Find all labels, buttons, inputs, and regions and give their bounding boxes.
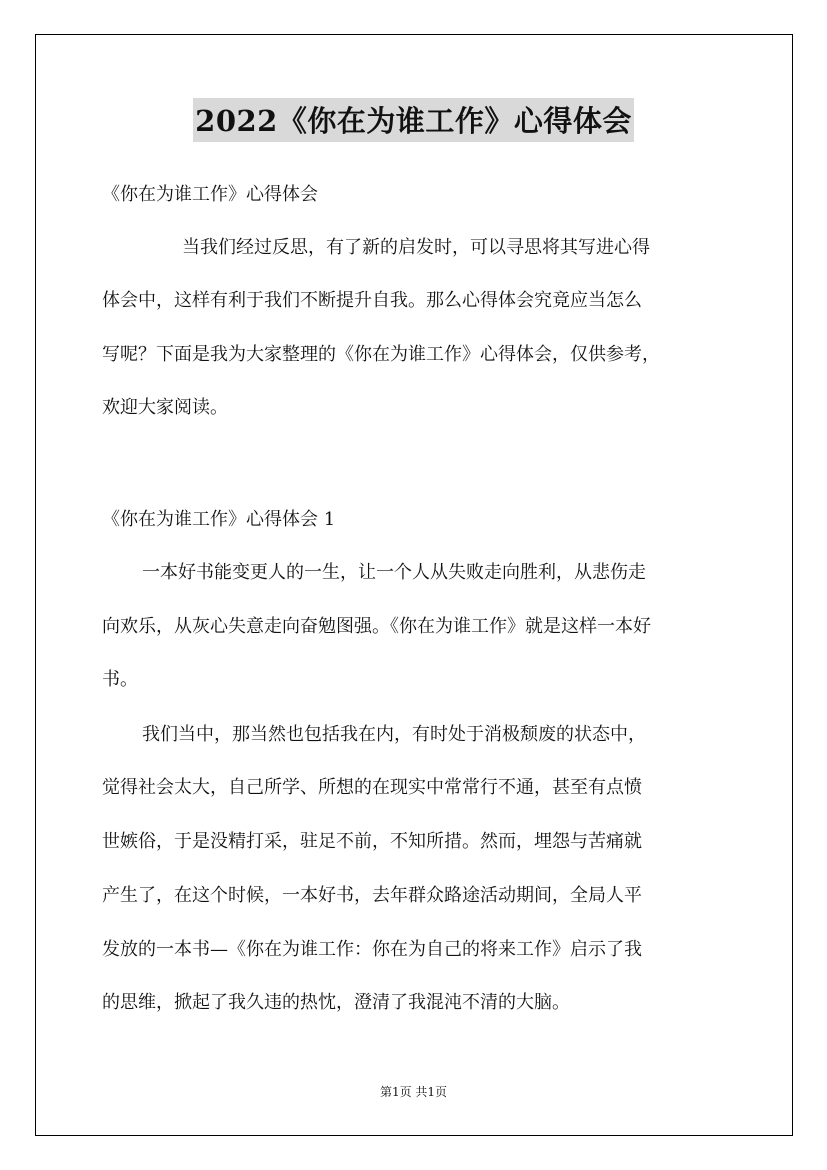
document-subtitle: 《你在为谁工作》心得体会: [102, 184, 318, 205]
paragraph-line: 觉得社会太大，自己所学、所想的在现实中常常行不通，甚至有点愤: [102, 777, 642, 798]
paragraph-line: 一本好书能变更人的一生，让一个人从失败走向胜利，从悲伤走: [142, 562, 646, 583]
paragraph-line: 发放的一本书—《你在为谁工作：你在为自己的将来工作》启示了我: [102, 939, 642, 960]
paragraph-line: 世嫉俗，于是没精打采，驻足不前，不知所措。然而，埋怨与苦痛就: [102, 831, 642, 852]
document-title-wrap: [0, 98, 827, 142]
paragraph-line: 的思维，掀起了我久违的热忱，澄清了我混沌不清的大脑。: [102, 992, 570, 1013]
intro-line: 欢迎大家阅读。: [102, 397, 228, 418]
intro-line: 写呢？下面是我为大家整理的《你在为谁工作》心得体会，仅供参考，: [102, 344, 660, 365]
paragraph-line: 向欢乐，从灰心失意走向奋勉图强。《你在为谁工作》就是这样一本好: [102, 616, 651, 637]
paragraph-line: 产生了，在这个时候，一本好书，去年群众路途活动期间，全局人平: [102, 885, 642, 906]
intro-line: 当我们经过反思，有了新的启发时，可以寻思将其写进心得: [182, 237, 650, 258]
paragraph-line: 我们当中，那当然也包括我在内，有时处于消极颓废的状态中，: [142, 724, 646, 745]
paragraph-line: 书。: [102, 669, 138, 690]
page-footer: 第1页 共1页: [379, 1085, 448, 1099]
section-heading: 《你在为谁工作》心得体会 1: [102, 509, 336, 530]
intro-line: 体会中，这样有利于我们不断提升自我。那么心得体会究竟应当怎么: [102, 290, 642, 311]
document-title: 2022《你在为谁工作》心得体会: [193, 98, 634, 142]
